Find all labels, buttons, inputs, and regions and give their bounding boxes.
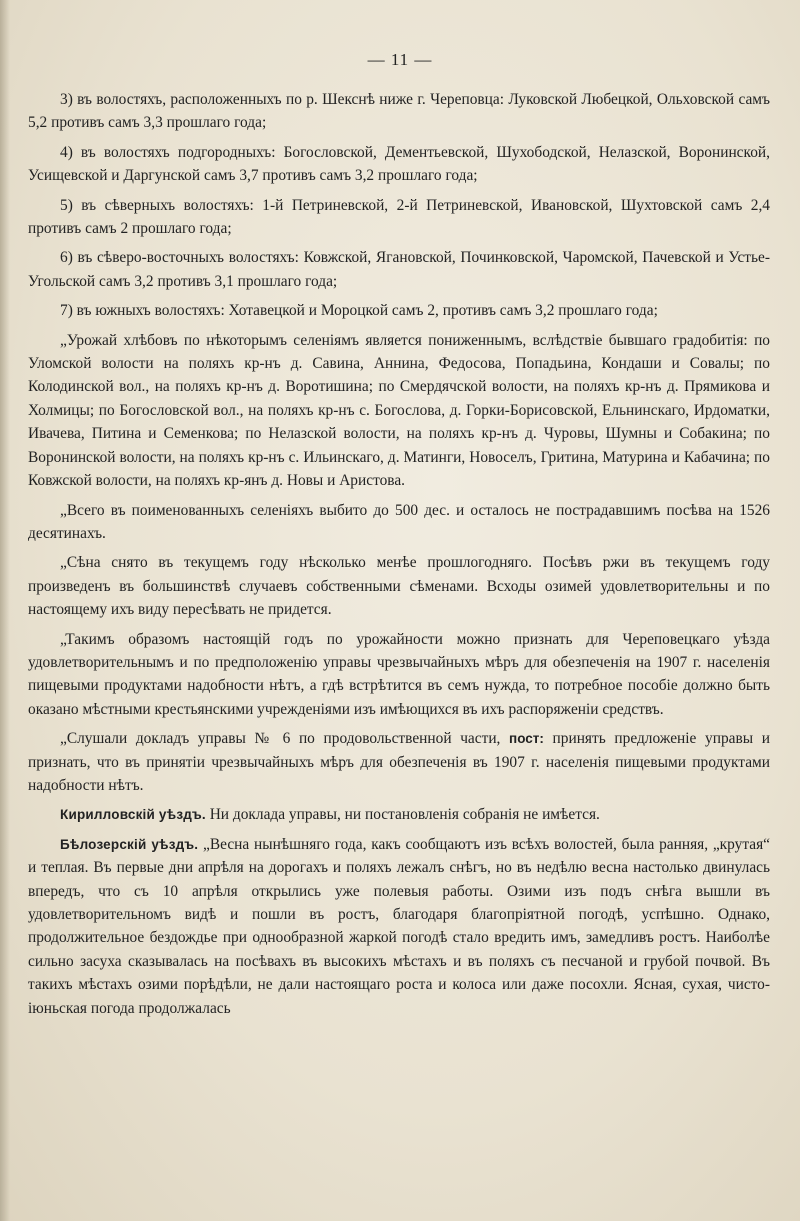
page-number: — 11 — <box>367 50 433 69</box>
resolution-keyword: пост: <box>509 731 544 747</box>
paragraph-hay-and-sowing: „Сѣна снято въ текущемъ году нѣсколько менѣе прошлогодняго. Посѣвъ ржи въ текущемъ году произведенъ въ большинствѣ случаевъ собственными сѣменами. Всходы озимей удовлетворительны и по настоящему ихъ виду пересѣвать не придется. <box>28 554 770 619</box>
paragraph-volosts-south: 7) въ южныхъ волостяхъ: Хотавецкой и Мороцкой самъ 2, противъ самъ 3,2 прошлаго года; <box>60 302 658 320</box>
paragraph-volosts-suburban: 4) въ волостяхъ подгородныхъ: Богословской, Дементьевской, Шухободской, Нелазской, Воронинской, Усищевской и Даргунской самъ 3,7 противъ самъ 3,2 прошлаго года; <box>28 143 770 185</box>
belozersk-heading: Бѣлозерскій уѣздъ. <box>60 836 199 852</box>
page-edge-shadow <box>0 0 10 1221</box>
belozersk-text: „Весна нынѣшняго года, какъ сообщаютъ изъ всѣхъ волостей, была ранняя, „крутая“ и теплая. Въ первые дни апрѣля на дорогахъ и поляхъ лежалъ снѣгъ, но въ недѣлю весна настолько двинулась впередъ, что съ 10 апрѣля открылись уже полевыя работы. Озими изъ подъ снѣга вышли въ удовлетворительномъ видѣ и пошли въ ростъ, благодаря благопріятной погодѣ, успѣшно. Однако, продолжительное бездождье при однообразной жаркой погодѣ стало вредить имъ, замедливъ ростъ. Наиболѣе сильно засуха сказывалась на посѣвахъ въ высокихъ мѣстахъ и въ поляхъ съ песчаной и грубой почвой. Въ такихъ мѣстахъ озими порѣдѣли, не дали настоящаго роста и колоса или даже посохли. Ясная, сухая, чисто-іюньская погода продолжалась <box>28 835 771 1017</box>
resolution-before: „Слушали докладъ управы № 6 по продовольственной части, <box>60 730 501 748</box>
kirillov-text: Ни доклада управы, ни постановленія собранія не имѣется. <box>209 806 600 824</box>
paragraph-hail-damage: „Урожай хлѣбовъ по нѣкоторымъ селеніямъ является пониженнымъ, вслѣдствіе бывшаго градобитія: по Уломской волости на поляхъ кр-нъ д. Савина, Аннина, Федосова, Попадьина, Кондаши и Совалы; по Колодинской вол., на поляхъ кр-нъ д. Воротишина; по Смердячской волости, на поляхъ кр-нъ д. Прямикова и Холмицы; по Богословской вол., на поляхъ кр-нъ с. Богослова, д. Горки-Борисовской, Ельнинскаго, Ирдоматки, Ивачева, Питина и Семенкова; по Нелазской волости, на поляхъ кр-нъ д. Чуровы, Шумны и Собакина; по Воронинской волости, на поляхъ кр-нъ с. Ильинскаго, д. Матинги, Новоселъ, Гритина, Матурина и Кабачина; по Ковжской волости, на поляхъ кр-янъ д. Новы и Аристова. <box>28 331 770 490</box>
paragraph-volosts-northeast: 6) въ сѣверо-восточныхъ волостяхъ: Ковжской, Ягановской, Починковской, Чаромской, Пачевской и Устье-Угольской самъ 3,2 противъ 3,1 прошлаго года; <box>28 249 770 290</box>
paragraph-conclusion: „Такимъ образомъ настоящій годъ по урожайности можно признать для Череповецкаго уѣзда удовлетворительнымъ и по предположенію управы чрезвычайныхъ мѣръ для обезпеченія на 1907 г. населенія пищевыми продуктами надобности нѣтъ, а гдѣ встрѣтится въ семъ нужда, то потребное пособіе должно быть оказано мѣстными крестьянскими учрежденіями изъ имѣющихся въ ихъ распоряженіи средствъ. <box>28 630 770 718</box>
paragraph-belozersk <box>28 833 770 1020</box>
paragraph-volosts-sheksna: 3) въ волостяхъ, расположенныхъ по р. Шекснѣ ниже г. Череповца: Луковской Любецкой, Ольховской самъ 5,2 противъ самъ 3,3 прошлаго года; <box>28 91 770 132</box>
paragraph-total-damage: „Всего въ поименованныхъ селеніяхъ выбито до 500 дес. и осталось не пострадавшимъ посѣва на 1526 десятинахъ. <box>28 501 770 542</box>
document-body <box>28 88 770 1026</box>
paragraph-resolution <box>28 727 770 797</box>
paragraph-volosts-north: 5) въ сѣверныхъ волостяхъ: 1-й Петриневской, 2-й Петриневской, Ивановской, Шухтовской самъ 2,4 противъ самъ 2 прошлаго года; <box>28 196 770 238</box>
kirillov-heading: Кирилловскій уѣздъ. <box>60 807 206 823</box>
paragraph-kirillov <box>28 803 770 826</box>
resolution-after: принять предложеніе управы и признать, что въ принятіи чрезвычайныхъ мѣръ для обезпеченія въ 1907 г. населенія пищевыми продуктами надобности нѣтъ. <box>28 730 770 794</box>
